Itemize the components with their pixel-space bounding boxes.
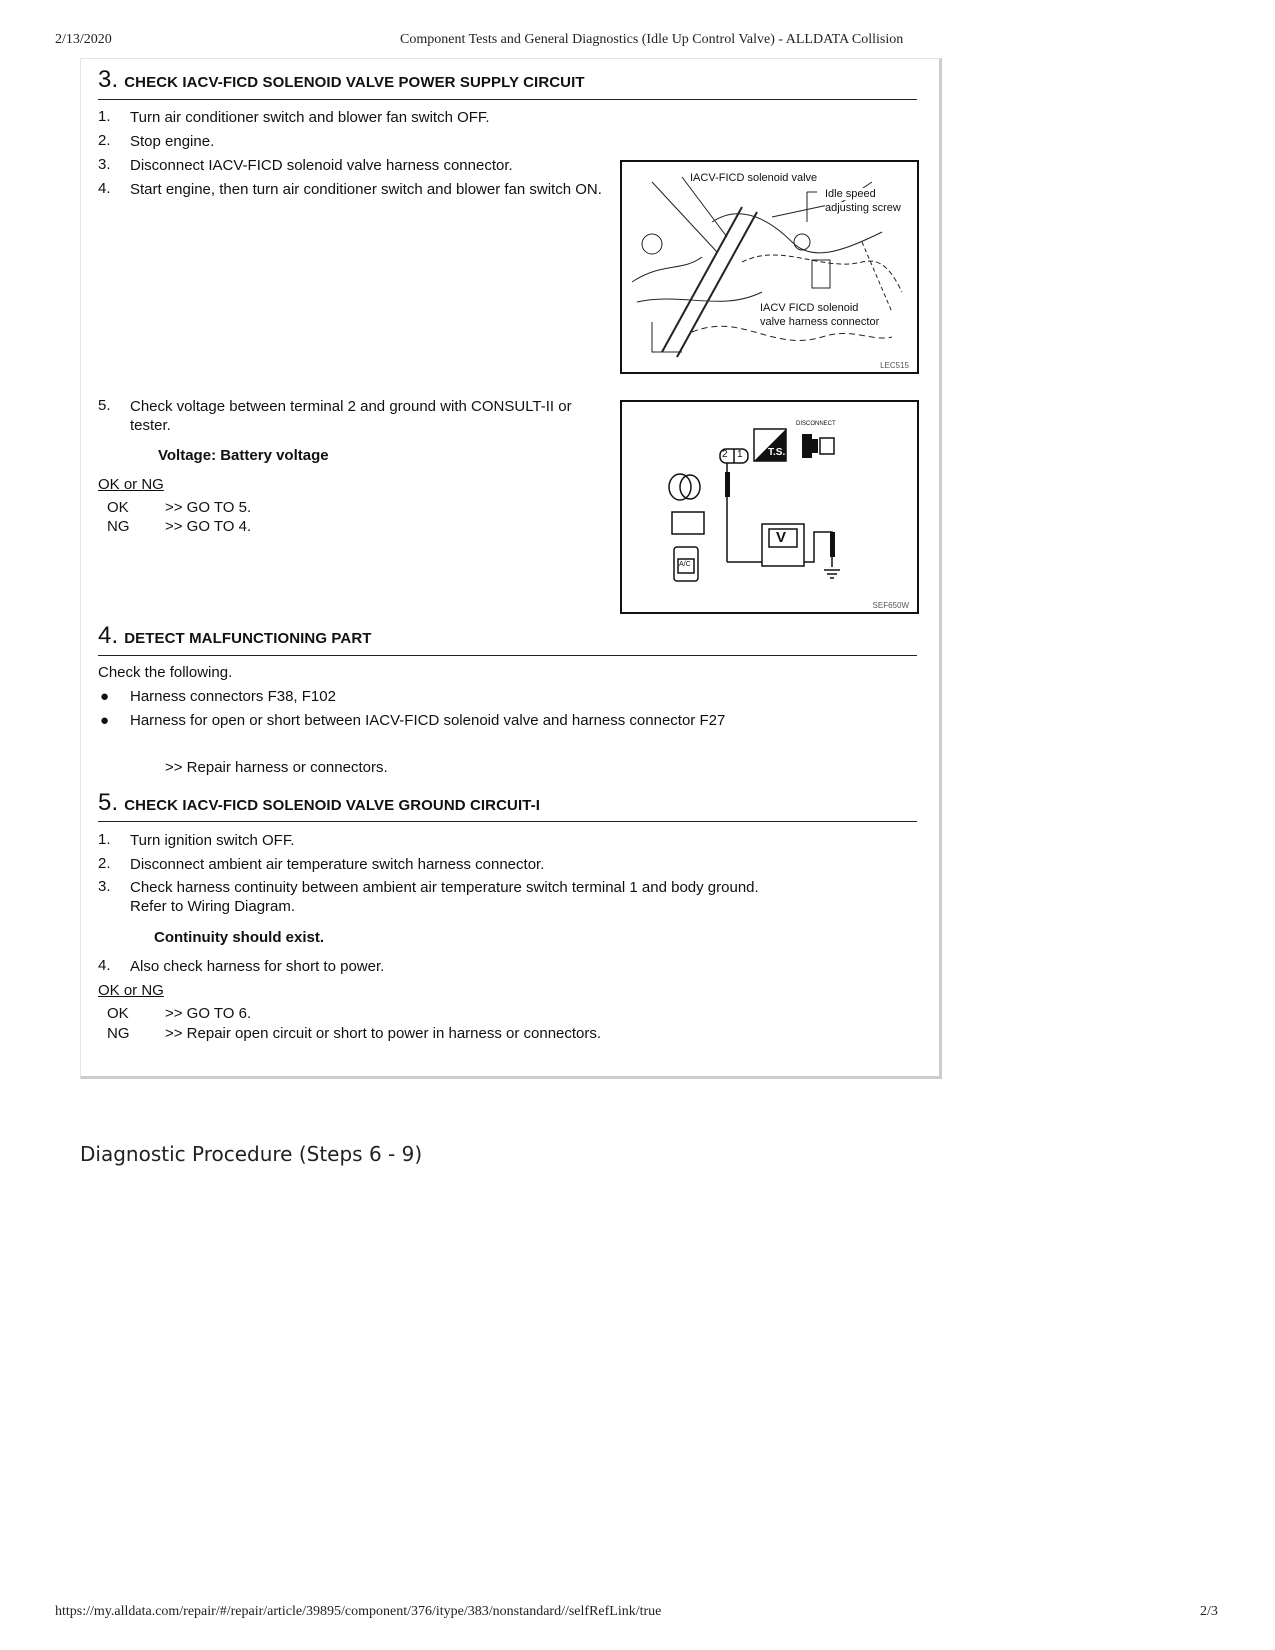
step5-heading: 5. CHECK IACV-FICD SOLENOID VALVE GROUND CIRCUIT-I bbox=[98, 789, 541, 816]
step4-result: >> Repair harness or connectors. bbox=[165, 759, 388, 776]
divider bbox=[98, 99, 917, 100]
step4-heading: 4. DETECT MALFUNCTIONING PART bbox=[98, 622, 372, 649]
voltage-check-figure bbox=[620, 400, 919, 614]
ng-label: NG bbox=[107, 1025, 130, 1042]
step5-item-3: Check harness continuity between ambient air temperature switch terminal 1 and body ground. bbox=[130, 879, 759, 896]
ok-label: OK bbox=[107, 499, 129, 516]
item-number: 4. bbox=[98, 180, 111, 197]
item-number: 4. bbox=[98, 957, 111, 974]
ok-result: >> GO TO 6. bbox=[165, 1005, 252, 1022]
terminal-1-label: 1 bbox=[737, 449, 743, 460]
step3-item-5: Check voltage between terminal 2 and ground with CONSULT-II or tester. bbox=[130, 398, 572, 434]
ok-label: OK bbox=[107, 1005, 129, 1022]
item-number: 1. bbox=[98, 831, 111, 848]
item-number: 3. bbox=[98, 878, 111, 895]
label-solenoid-valve: IACV-FICD solenoid valve bbox=[690, 172, 818, 184]
disconnect-icon: DISCONNECT bbox=[796, 421, 836, 427]
circuit-diagram bbox=[622, 402, 917, 612]
ng-result: >> Repair open circuit or short to power in harness or connectors. bbox=[165, 1025, 602, 1042]
ok-or-ng-label: OK or NG bbox=[98, 982, 164, 999]
voltmeter-icon: V bbox=[776, 529, 787, 546]
footer-url: https://my.alldata.com/repair/#/repair/article/39895/component/376/itype/383/nonstandard//selfRefLink/true bbox=[55, 1604, 662, 1619]
label-idle-screw-2: adjusting screw bbox=[825, 202, 901, 214]
ts-icon: T.S. bbox=[768, 447, 786, 458]
divider bbox=[98, 821, 917, 822]
ok-result: >> GO TO 5. bbox=[165, 499, 252, 516]
step3-item-4: Start engine, then turn air conditioner switch and blower fan switch ON. bbox=[130, 181, 602, 198]
ng-result: >> GO TO 4. bbox=[165, 518, 252, 535]
step5-item-1: Turn ignition switch OFF. bbox=[130, 832, 295, 849]
step5-item-4: Also check harness for short to power. bbox=[130, 958, 385, 975]
label-harness-connector: IACV FICD solenoid bbox=[760, 302, 859, 314]
terminal-2-label: 2 bbox=[722, 449, 728, 460]
divider bbox=[98, 655, 917, 656]
step3-item-1: Turn air conditioner switch and blower fan switch OFF. bbox=[130, 109, 490, 126]
ok-or-ng-label: OK or NG bbox=[98, 476, 164, 493]
item-number: 5. bbox=[98, 397, 111, 414]
step3-item-2: Stop engine. bbox=[130, 133, 215, 150]
wiring-diagram-reference: Refer to Wiring Diagram. bbox=[130, 898, 296, 915]
label-harness-connector-2: valve harness connector bbox=[760, 316, 880, 328]
step4-bullet-2: Harness for open or short between IACV-FICD solenoid valve and harness connector F27 bbox=[130, 712, 726, 729]
ng-label: NG bbox=[107, 518, 130, 535]
item-number: 1. bbox=[98, 108, 111, 125]
item-number: 2. bbox=[98, 855, 111, 872]
figure-code: LEC515 bbox=[880, 361, 909, 370]
bullet-icon: ● bbox=[100, 688, 110, 705]
print-title: Component Tests and General Diagnostics (Idle Up Control Valve) - ALLDATA Collision bbox=[400, 32, 904, 47]
step5-spec: Continuity should exist. bbox=[154, 929, 325, 946]
page-number: 2/3 bbox=[1200, 1604, 1218, 1619]
step3-item-3: Disconnect IACV-FICD solenoid valve harness connector. bbox=[130, 157, 513, 174]
figure-code: SEF650W bbox=[872, 601, 909, 610]
section-title-diagnostic-procedure: Diagnostic Procedure (Steps 6 - 9) bbox=[80, 1142, 423, 1166]
step5-item-2: Disconnect ambient air temperature switch harness connector. bbox=[130, 856, 545, 873]
bullet-icon: ● bbox=[100, 712, 110, 729]
step4-bullet-1: Harness connectors F38, F102 bbox=[130, 688, 336, 705]
print-date: 2/13/2020 bbox=[55, 32, 112, 47]
item-number: 3. bbox=[98, 156, 111, 173]
step4-intro: Check the following. bbox=[98, 664, 233, 681]
ac-switch-icon: A/C bbox=[679, 561, 691, 568]
step3-heading: 3. CHECK IACV-FICD SOLENOID VALVE POWER SUPPLY CIRCUIT bbox=[98, 66, 585, 93]
step3-spec: Voltage: Battery voltage bbox=[158, 447, 329, 464]
label-idle-screw: Idle speed bbox=[825, 188, 876, 200]
solenoid-valve-location-figure bbox=[620, 160, 919, 374]
item-number: 2. bbox=[98, 132, 111, 149]
